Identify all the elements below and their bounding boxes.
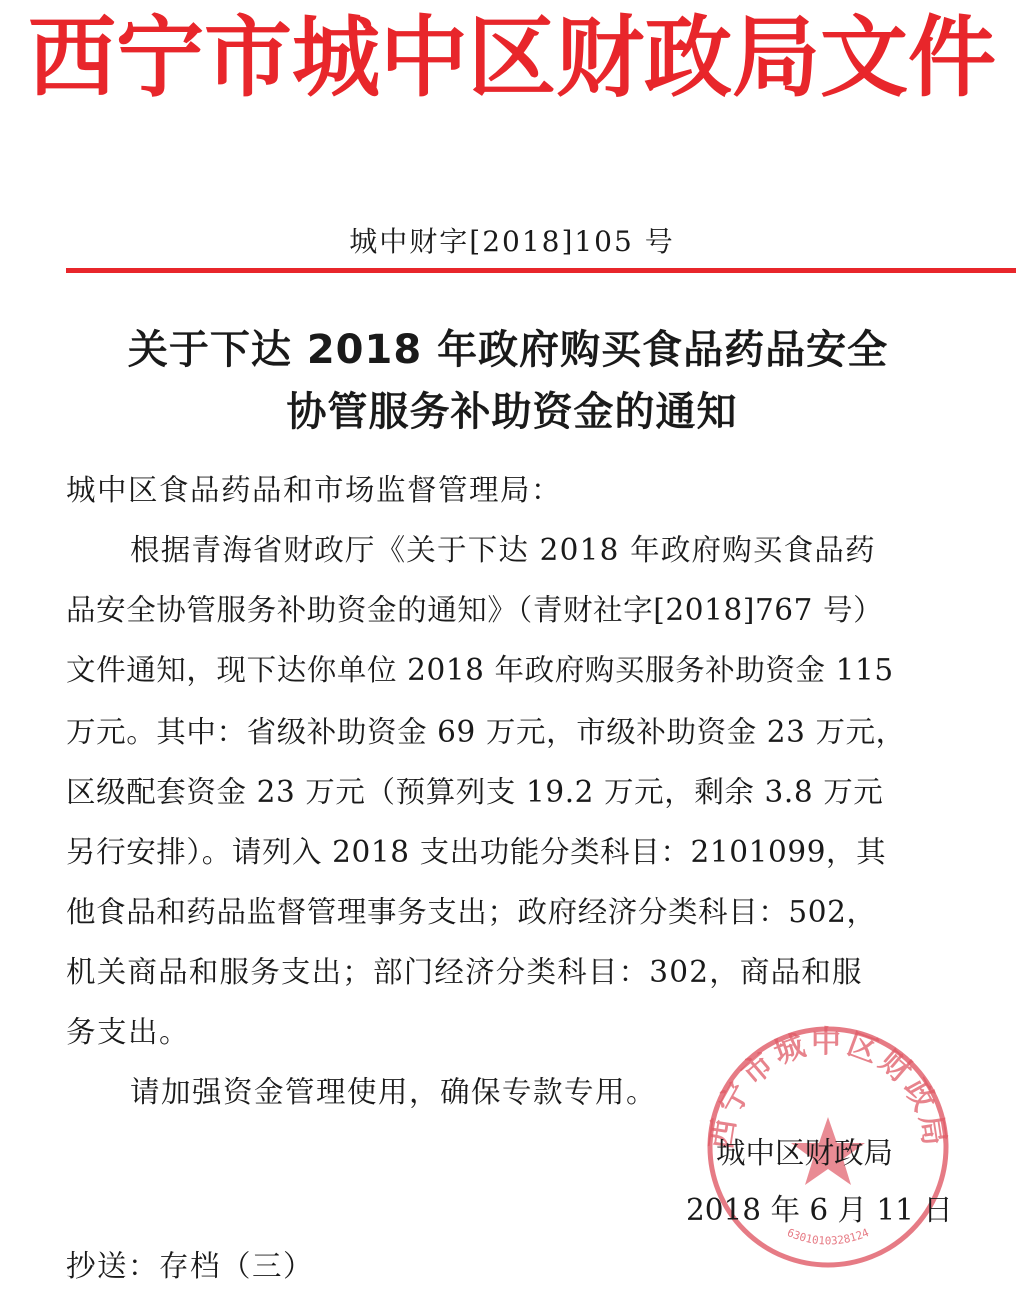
- body-line-1: 根据青海省财政厅《关于下达 2018 年政府购买食品药: [130, 533, 876, 567]
- body-line-2: 品安全协管服务补助资金的通知》（青财社字[2018]767 号）: [66, 593, 884, 627]
- signature-date: 2018 年 6 月 11 日: [686, 1193, 953, 1227]
- body-line-3: 文件通知，现下达你单位 2018 年政府购买服务补助资金 115: [66, 653, 894, 687]
- closing-line: 请加强资金管理使用，确保专款专用。: [130, 1075, 658, 1109]
- body-line-6: 另行安排）。请列入 2018 支出功能分类科目：2101099，其: [66, 835, 887, 869]
- notice-title-line-2: 协管服务补助资金的通知: [286, 389, 738, 435]
- body-line-8: 机关商品和服务支出；部门经济分类科目：302，商品和服: [66, 955, 863, 989]
- seal-code: 6301010328124: [785, 1226, 871, 1248]
- signature-organization: 城中区财政局: [716, 1136, 894, 1170]
- document-number: 城中财字[2018]105 号: [349, 225, 675, 258]
- cc-line: 抄送：存档（三）: [66, 1249, 315, 1283]
- document-header-title: 西宁市城中区财政局文件: [27, 5, 996, 109]
- body-line-7: 他食品和药品监督管理事务支出；政府经济分类科目：502，: [66, 895, 877, 929]
- body-line-9: 务支出。: [66, 1015, 191, 1049]
- body-line-5: 区级配套资金 23 万元（预算列支 19.2 万元，剩余 3.8 万元: [66, 775, 884, 809]
- body-line-4: 万元。其中：省级补助资金 69 万元，市级补助资金 23 万元，: [66, 715, 906, 749]
- notice-title-line-1: 关于下达 2018 年政府购买食品药品安全: [127, 327, 889, 373]
- recipient-line: 城中区食品药品和市场监督管理局：: [66, 473, 563, 507]
- header-red-rule: [66, 268, 1016, 273]
- seal-ring-text: 西宁市城中区财政局: [703, 1025, 953, 1152]
